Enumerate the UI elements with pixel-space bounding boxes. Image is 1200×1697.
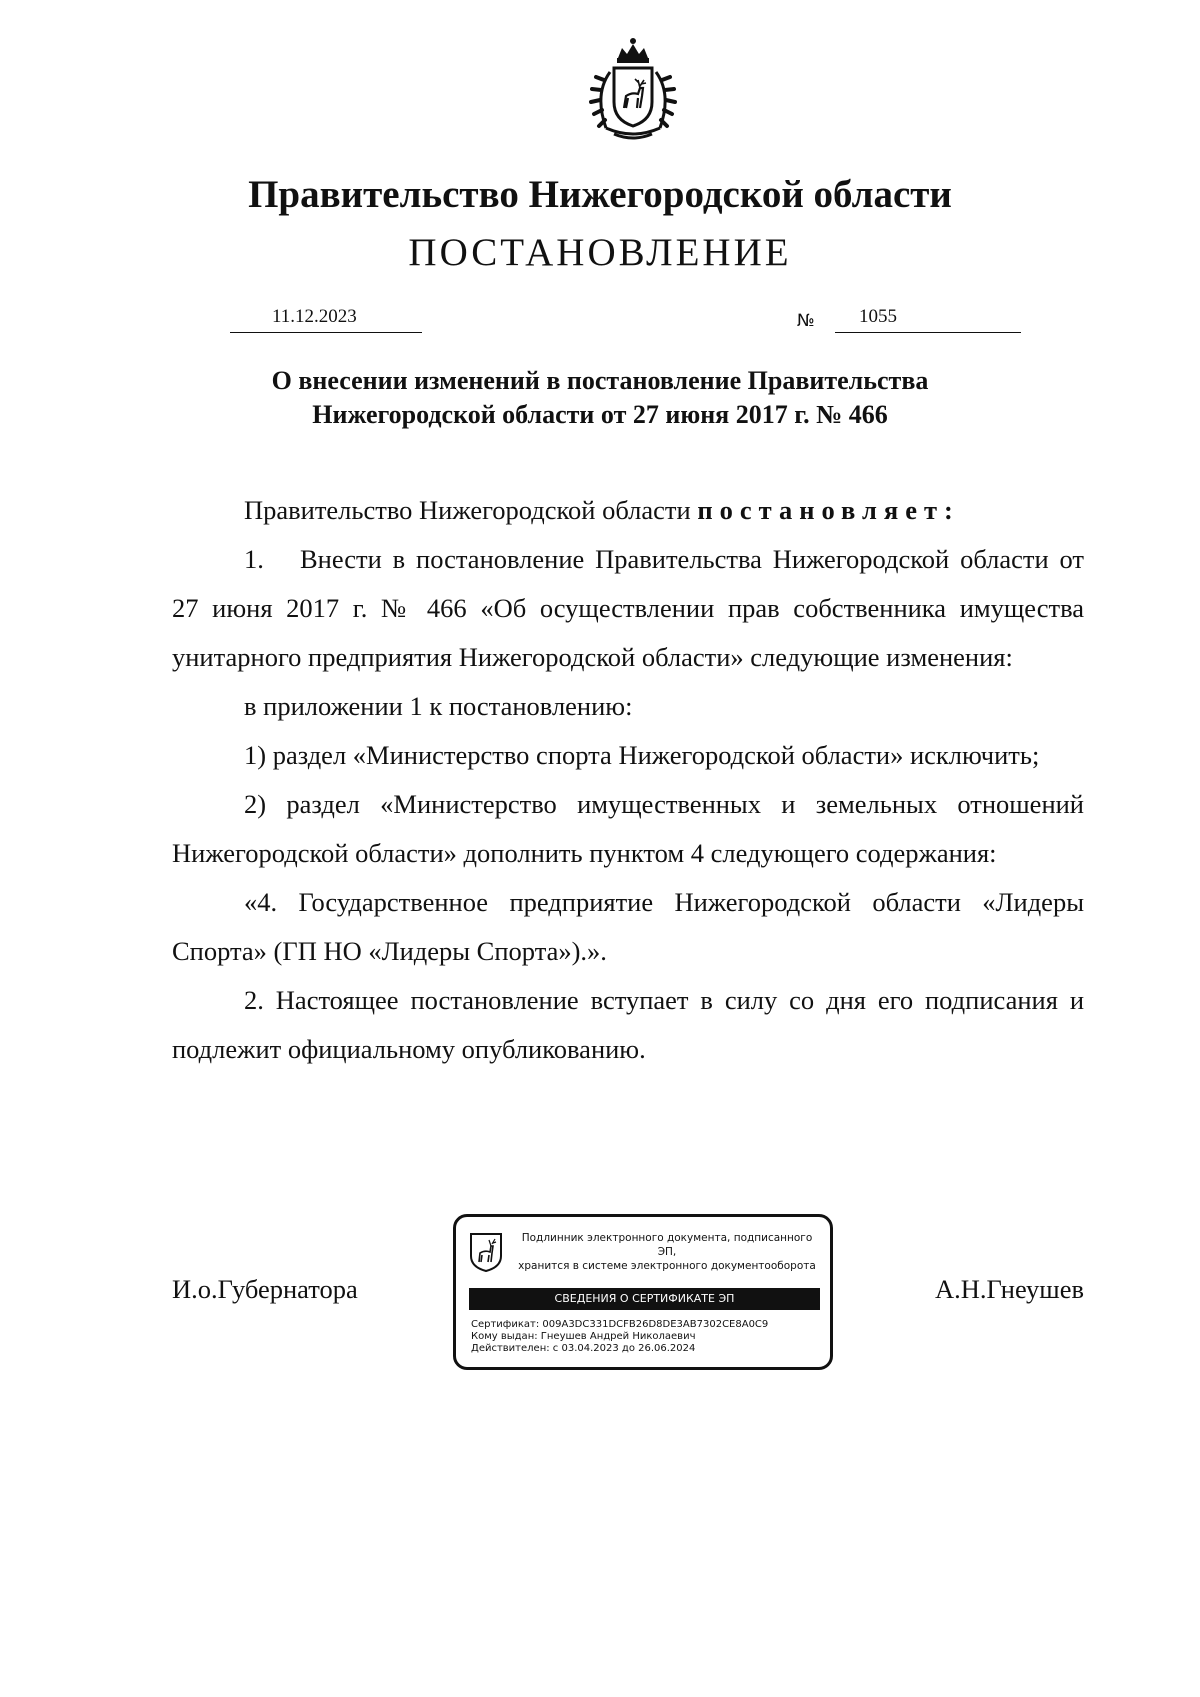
paragraph-1-text: Внести в постановление Правительства Нижегородской области от 27 июня 2017 г. № 466 «Об осуществлении прав собственника имущества унитарного предприятия Нижегородской области» следующие изменения: [172, 544, 1084, 672]
paragraph-annex: в приложении 1 к постановлению: [244, 691, 633, 721]
signatory-name: А.Н.Гнеушев [934, 1274, 1084, 1304]
stamp-header-line-2: хранится в системе электронного документооборота [518, 1260, 816, 1272]
intro-verb: постановляет: [697, 495, 960, 525]
paragraph-item-1: 1) раздел «Министерство спорта Нижегородской области» исключить; [244, 740, 1040, 770]
deer-shield-icon [469, 1232, 503, 1272]
signatory-position: И.о.Губернатора [172, 1274, 358, 1304]
subject-line-2: Нижегородской области от 27 июня 2017 г. № 466 [312, 400, 888, 429]
certificate-serial: Сертификат: 009A3DC331DCFB26D8DE3AB7302CE8A0C9 [471, 1319, 769, 1330]
intro-text: Правительство Нижегородской области [244, 495, 691, 525]
document-subject [0, 364, 1200, 432]
paragraph-1 [172, 535, 1084, 682]
date-field [230, 306, 422, 333]
electronic-signature-stamp [453, 1214, 833, 1370]
paragraph-item-2: 2) раздел «Министерство имущественных и земельных отношений Нижегородской области» дополнить пунктом 4 следующего содержания: [172, 789, 1084, 868]
subject-line-1: О внесении изменений в постановление Правительства [271, 366, 929, 395]
certificate-details [471, 1319, 768, 1355]
government-title: Правительство Нижегородской области [248, 173, 952, 216]
paragraph-new-point: «4. Государственное предприятие Нижегородской области «Лидеры Спорта» (ГП НО «Лидеры Спорта»).». [172, 887, 1084, 966]
document-number: 1055 [859, 306, 897, 327]
number-field [835, 306, 1021, 333]
stamp-header [514, 1231, 820, 1273]
number-sign: № [797, 311, 815, 331]
document-date: 11.12.2023 [272, 306, 357, 327]
document-body [172, 486, 1084, 1074]
coat-of-arms-icon [566, 36, 700, 148]
paragraph-1-number: 1. [244, 544, 264, 574]
certificate-validity: Действителен: с 03.04.2023 до 26.06.2024 [471, 1343, 696, 1354]
paragraph-2: 2. Настоящее постановление вступает в силу со дня его подписания и подлежит официальному опубликованию. [172, 985, 1084, 1064]
document-type: ПОСТАНОВЛЕНИЕ [408, 231, 792, 274]
intro-paragraph [172, 486, 1084, 535]
stamp-header-line-1: Подлинник электронного документа, подписанного ЭП, [521, 1232, 813, 1258]
certificate-owner: Кому выдан: Гнеушев Андрей Николаевич [471, 1331, 696, 1342]
certificate-info-bar: СВЕДЕНИЯ О СЕРТИФИКАТЕ ЭП [469, 1288, 820, 1310]
